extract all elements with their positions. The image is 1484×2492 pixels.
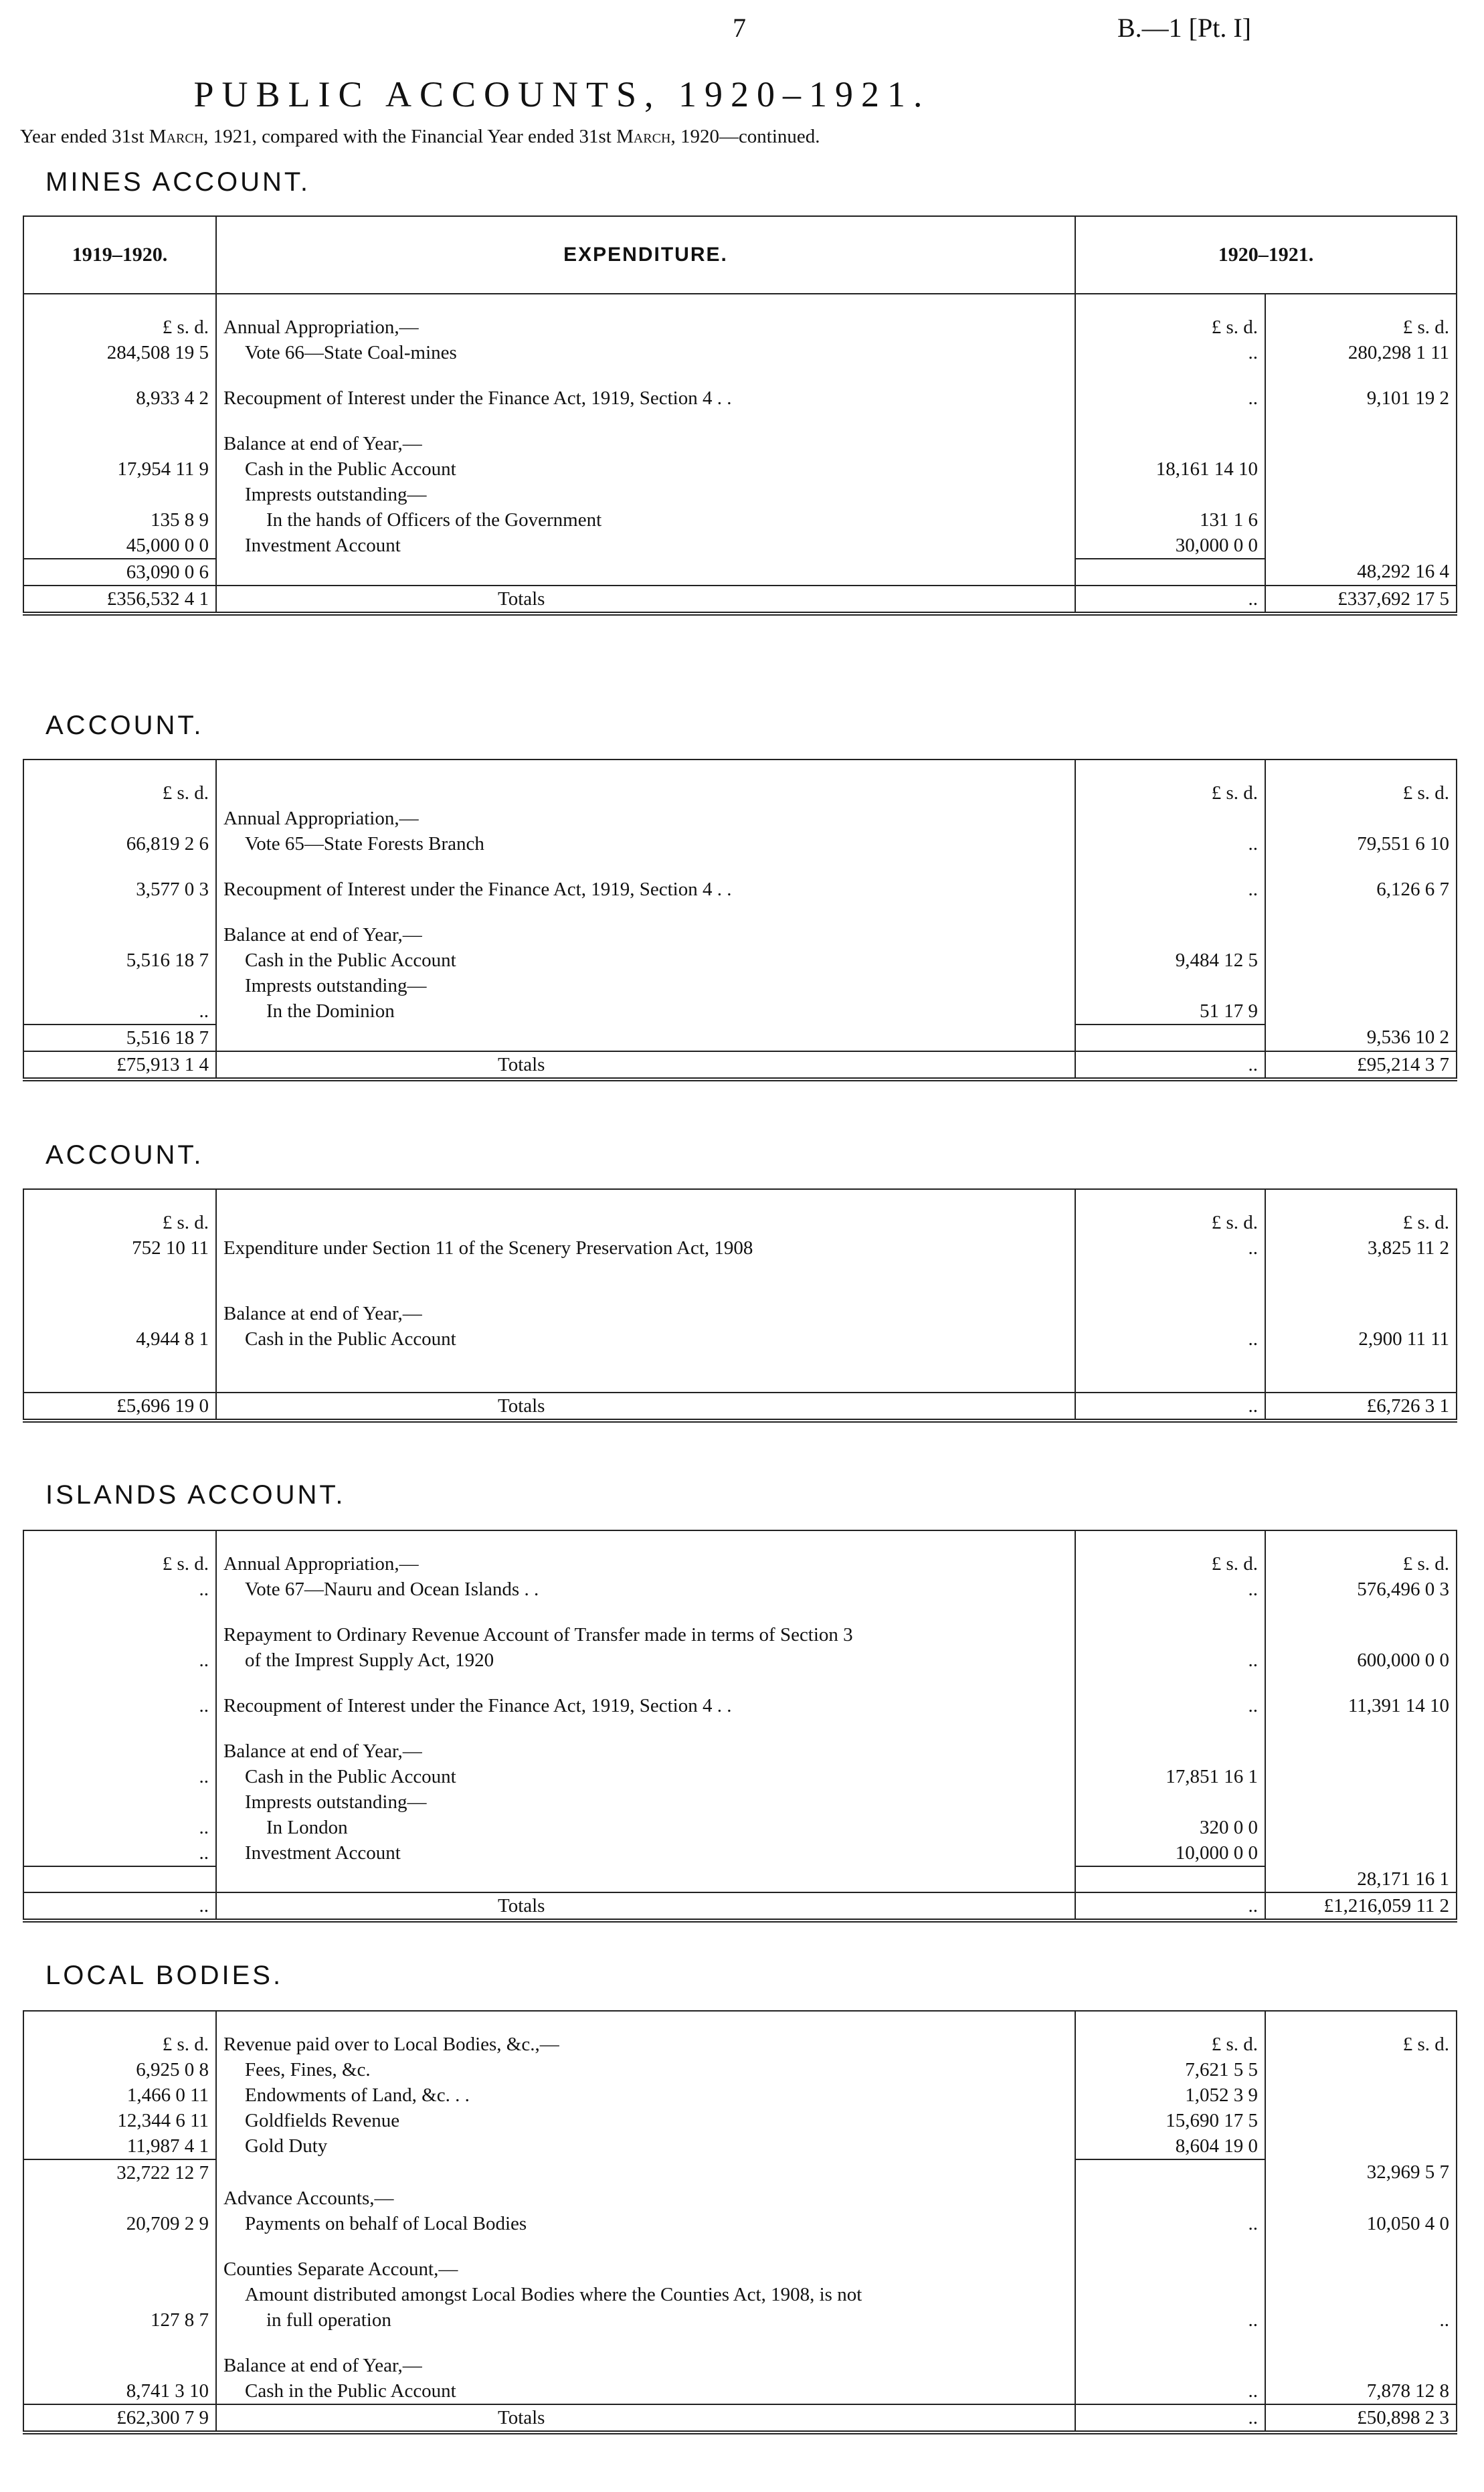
sub-value: 7,621 5 5	[1075, 2057, 1265, 2082]
mines-account-table	[23, 215, 1457, 616]
islands-account-table	[23, 1530, 1457, 1923]
page-reference: B.—1 [Pt. I]	[1117, 13, 1251, 43]
row-label: Recoupment of Interest under the Finance Act, 1919, Section 4 . .	[216, 877, 1075, 902]
sub-value: 51 17 9	[1075, 998, 1265, 1025]
totals-sub: ..	[1075, 2404, 1265, 2432]
row-label: Endowments of Land, &c. . .	[216, 2082, 1075, 2108]
section-heading-local-bodies: LOCAL BODIES.	[45, 1961, 284, 1990]
prev-value: 4,944 8 1	[23, 1326, 216, 1352]
prev-value: 11,987 4 1	[23, 2133, 216, 2159]
money-units: £ s. d.	[1075, 780, 1265, 806]
prev-value: 8,741 3 10	[23, 2378, 216, 2404]
sub-value: ..	[1075, 2211, 1265, 2236]
sub-value: ..	[1075, 1326, 1265, 1352]
totals-prev: £5,696 19 0	[23, 1393, 216, 1421]
row-label: Goldfields Revenue	[216, 2108, 1075, 2133]
prev-value: ..	[23, 1764, 216, 1789]
prev-value: 20,709 2 9	[23, 2211, 216, 2236]
totals-curr: £6,726 3 1	[1265, 1393, 1457, 1421]
prev-value: 1,466 0 11	[23, 2082, 216, 2108]
prev-value: ..	[23, 1577, 216, 1602]
total-value: 9,101 19 2	[1265, 385, 1457, 411]
totals-label: Totals	[216, 586, 1075, 614]
row-label: Repayment to Ordinary Revenue Account of Transfer made in terms of Section 3	[216, 1622, 1075, 1648]
page-subtitle: Year ended 31st March, 1921, compared with the Financial Year ended 31st March, 1920—continued.	[20, 126, 820, 147]
row-label: In the Dominion	[216, 998, 1075, 1025]
row-label: Balance at end of Year,—	[216, 922, 1075, 948]
row-label: Vote 66—State Coal-mines	[216, 340, 1075, 365]
sub-value: 8,604 19 0	[1075, 2133, 1265, 2159]
row-label: Fees, Fines, &c.	[216, 2057, 1075, 2082]
prev-value: ..	[23, 1840, 216, 1866]
row-label: Cash in the Public Account	[216, 1764, 1075, 1789]
page-number: 7	[733, 13, 746, 43]
money-units: £ s. d.	[23, 780, 216, 806]
row-label: Imprests outstanding—	[216, 482, 1075, 507]
row-label: Annual Appropriation,—	[216, 806, 1075, 831]
row-label: Vote 67—Nauru and Ocean Islands . .	[216, 1577, 1075, 1602]
sub-value: 17,851 16 1	[1075, 1764, 1265, 1789]
row-label: Imprests outstanding—	[216, 973, 1075, 998]
totals-prev: £75,913 1 4	[23, 1051, 216, 1079]
prev-value: 45,000 0 0	[23, 533, 216, 559]
prev-value: ..	[23, 1815, 216, 1840]
prev-value: 66,819 2 6	[23, 831, 216, 857]
prev-value: ..	[23, 1648, 216, 1673]
row-label: Annual Appropriation,—	[216, 315, 1075, 340]
row-label: Balance at end of Year,—	[216, 1301, 1075, 1326]
row-label: In London	[216, 1815, 1075, 1840]
sub-value: 10,000 0 0	[1075, 1840, 1265, 1866]
sub-value: 15,690 17 5	[1075, 2108, 1265, 2133]
total-value: 600,000 0 0	[1265, 1648, 1457, 1673]
row-label: Balance at end of Year,—	[216, 1739, 1075, 1764]
row-label: Cash in the Public Account	[216, 456, 1075, 482]
section-heading-mines: MINES ACCOUNT.	[45, 167, 311, 197]
row-label: Cash in the Public Account	[216, 2378, 1075, 2404]
row-label: Balance at end of Year,—	[216, 2353, 1075, 2378]
money-units: £ s. d.	[23, 315, 216, 340]
sub-value: ..	[1075, 831, 1265, 857]
section-heading-forests: ACCOUNT.	[45, 711, 204, 740]
sub-value: ..	[1075, 1693, 1265, 1718]
row-label: Counties Separate Account,—	[216, 2256, 1075, 2282]
column-header-curr: 1920–1921.	[1075, 216, 1457, 294]
sub-value: 30,000 0 0	[1075, 533, 1265, 559]
totals-curr: £1,216,059 11 2	[1265, 1892, 1457, 1921]
money-units: £ s. d.	[1265, 1551, 1457, 1577]
money-units: £ s. d.	[1075, 1210, 1265, 1235]
totals-label: Totals	[216, 1051, 1075, 1079]
sub-value: 131 1 6	[1075, 507, 1265, 533]
money-units: £ s. d.	[23, 2032, 216, 2057]
section-heading-scenery: ACCOUNT.	[45, 1140, 204, 1170]
prev-value: 127 8 7	[23, 2307, 216, 2333]
totals-sub: ..	[1075, 586, 1265, 614]
row-label: Cash in the Public Account	[216, 948, 1075, 973]
prev-value: ..	[23, 1693, 216, 1718]
prev-subtotal: 5,516 18 7	[23, 1025, 216, 1051]
row-label: Gold Duty	[216, 2133, 1075, 2159]
row-label: of the Imprest Supply Act, 1920	[216, 1648, 1075, 1673]
column-header-expenditure: EXPENDITURE.	[216, 216, 1075, 294]
sub-value: 320 0 0	[1075, 1815, 1265, 1840]
total-value: 6,126 6 7	[1265, 877, 1457, 902]
totals-label: Totals	[216, 2404, 1075, 2432]
prev-subtotal: 63,090 0 6	[23, 559, 216, 586]
prev-value: 284,508 19 5	[23, 340, 216, 365]
sub-value: ..	[1075, 2307, 1265, 2333]
sub-value: ..	[1075, 877, 1265, 902]
prev-value: 5,516 18 7	[23, 948, 216, 973]
totals-prev: ..	[23, 1892, 216, 1921]
total-value: 10,050 4 0	[1265, 2211, 1457, 2236]
money-units: £ s. d.	[1075, 315, 1265, 340]
total-value: 576,496 0 3	[1265, 1577, 1457, 1602]
money-units: £ s. d.	[1075, 2032, 1265, 2057]
section-heading-islands: ISLANDS ACCOUNT.	[45, 1480, 346, 1510]
money-units: £ s. d.	[1265, 2032, 1457, 2057]
total-value: 2,900 11 11	[1265, 1326, 1457, 1352]
row-label: Annual Appropriation,—	[216, 1551, 1075, 1577]
totals-sub: ..	[1075, 1892, 1265, 1921]
sub-value: ..	[1075, 385, 1265, 411]
prev-value: 8,933 4 2	[23, 385, 216, 411]
totals-curr: £337,692 17 5	[1265, 586, 1457, 614]
forests-account-table	[23, 759, 1457, 1081]
column-header-prev: 1919–1920.	[23, 216, 216, 294]
prev-value: 752 10 11	[23, 1235, 216, 1261]
totals-prev: £356,532 4 1	[23, 586, 216, 614]
total-value: 280,298 1 11	[1265, 340, 1457, 365]
total-value: 3,825 11 2	[1265, 1235, 1457, 1261]
row-label: Revenue paid over to Local Bodies, &c.,—	[216, 2032, 1075, 2057]
money-units: £ s. d.	[23, 1551, 216, 1577]
sub-value: ..	[1075, 1577, 1265, 1602]
sub-value: ..	[1075, 1648, 1265, 1673]
sub-value: 18,161 14 10	[1075, 456, 1265, 482]
totals-curr: £50,898 2 3	[1265, 2404, 1457, 2432]
row-label: Advance Accounts,—	[216, 2186, 1075, 2211]
row-label: in full operation	[216, 2307, 1075, 2333]
totals-label: Totals	[216, 1892, 1075, 1921]
local-bodies-table	[23, 2010, 1457, 2434]
sub-value: ..	[1075, 340, 1265, 365]
row-label: Amount distributed amongst Local Bodies where the Counties Act, 1908, is not	[216, 2282, 1075, 2307]
page-title: PUBLIC ACCOUNTS, 1920–1921.	[193, 74, 931, 114]
money-units: £ s. d.	[1075, 1551, 1265, 1577]
prev-value: 3,577 0 3	[23, 877, 216, 902]
scenery-account-table	[23, 1188, 1457, 1423]
total-value: 7,878 12 8	[1265, 2378, 1457, 2404]
total-value: 48,292 16 4	[1265, 559, 1457, 586]
row-label: Recoupment of Interest under the Finance Act, 1919, Section 4 . .	[216, 385, 1075, 411]
totals-sub: ..	[1075, 1393, 1265, 1421]
total-value: 28,171 16 1	[1265, 1866, 1457, 1892]
totals-curr: £95,214 3 7	[1265, 1051, 1457, 1079]
row-label: Investment Account	[216, 533, 1075, 559]
row-label: Investment Account	[216, 1840, 1075, 1866]
totals-sub: ..	[1075, 1051, 1265, 1079]
prev-value: ..	[23, 998, 216, 1025]
row-label: Imprests outstanding—	[216, 1789, 1075, 1815]
prev-value: 6,925 0 8	[23, 2057, 216, 2082]
prev-subtotal: 32,722 12 7	[23, 2159, 216, 2186]
sub-value: ..	[1075, 1235, 1265, 1261]
totals-prev: £62,300 7 9	[23, 2404, 216, 2432]
row-label: Balance at end of Year,—	[216, 431, 1075, 456]
total-value: 79,551 6 10	[1265, 831, 1457, 857]
row-label: Payments on behalf of Local Bodies	[216, 2211, 1075, 2236]
totals-label: Totals	[216, 1393, 1075, 1421]
total-value: ..	[1265, 2307, 1457, 2333]
sub-value: 9,484 12 5	[1075, 948, 1265, 973]
prev-value: 12,344 6 11	[23, 2108, 216, 2133]
money-units: £ s. d.	[1265, 1210, 1457, 1235]
total-value: 9,536 10 2	[1265, 1025, 1457, 1051]
row-label: Vote 65—State Forests Branch	[216, 831, 1075, 857]
row-label: Recoupment of Interest under the Finance Act, 1919, Section 4 . .	[216, 1693, 1075, 1718]
prev-value: 135 8 9	[23, 507, 216, 533]
row-label: Cash in the Public Account	[216, 1326, 1075, 1352]
total-value: 11,391 14 10	[1265, 1693, 1457, 1718]
total-value: 32,969 5 7	[1265, 2159, 1457, 2186]
sub-value: 1,052 3 9	[1075, 2082, 1265, 2108]
prev-value: 17,954 11 9	[23, 456, 216, 482]
sub-value: ..	[1075, 2378, 1265, 2404]
money-units: £ s. d.	[1265, 780, 1457, 806]
row-label: In the hands of Officers of the Government	[216, 507, 1075, 533]
money-units: £ s. d.	[23, 1210, 216, 1235]
money-units: £ s. d.	[1265, 315, 1457, 340]
row-label: Expenditure under Section 11 of the Scenery Preservation Act, 1908	[216, 1235, 1075, 1261]
